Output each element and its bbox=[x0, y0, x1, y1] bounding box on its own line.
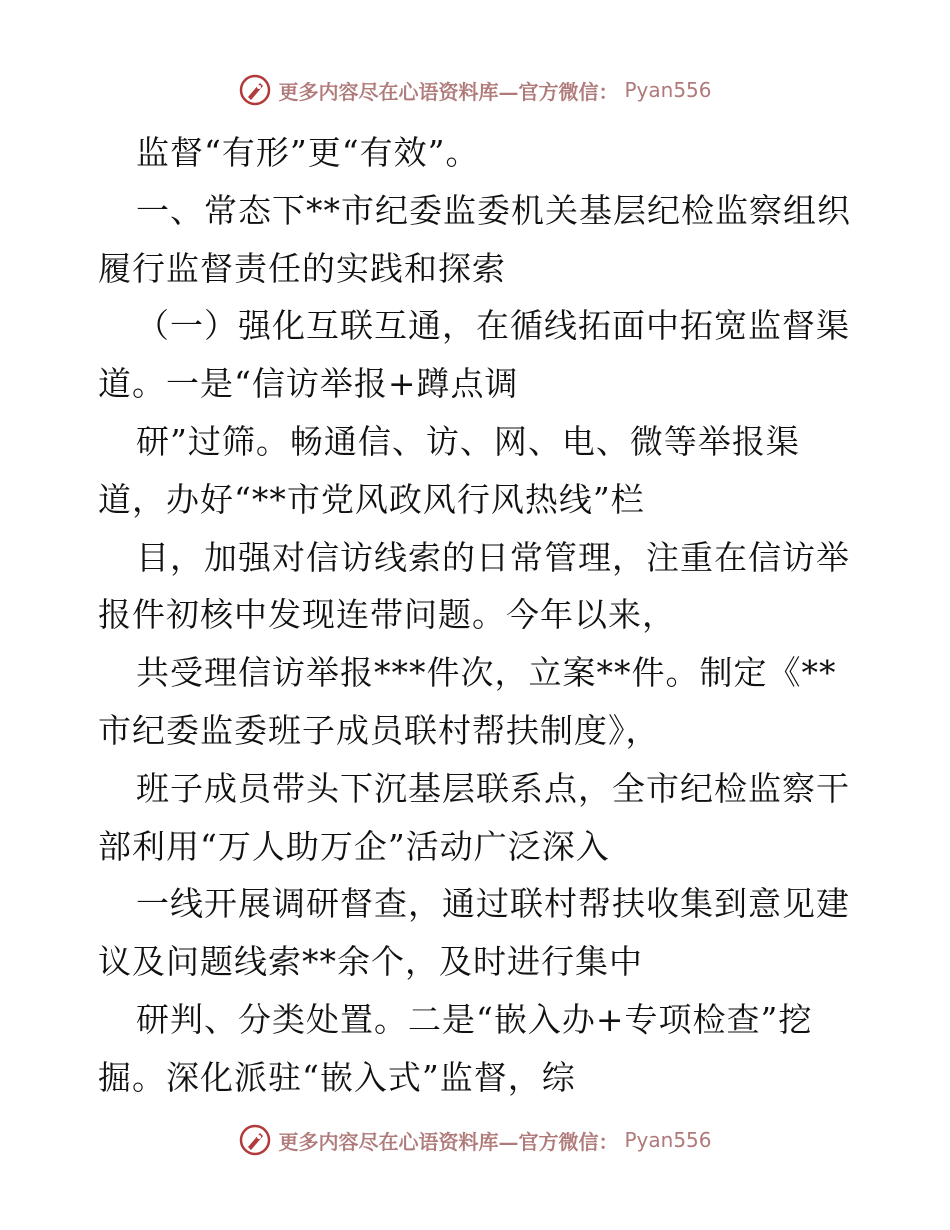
text-line: 市纪委监委班子成员联村帮扶制度》， bbox=[98, 710, 660, 750]
text-line: 道，办好“**市党风政风行风热线”栏 bbox=[98, 479, 645, 519]
text-line: 研判、分类处置。二是“嵌入办+专项检查”挖 bbox=[136, 999, 813, 1039]
text-line: 共受理信访举报***件次，立案**件。制定《** bbox=[136, 653, 837, 693]
text-line: 报件初核中发现连带问题。今年以来， bbox=[98, 595, 676, 635]
text-line: 议及问题线索**余个，及时进行集中 bbox=[98, 942, 643, 982]
text-line: 监督“有形”更“有效”。 bbox=[136, 133, 480, 172]
text-line: （一）强化互联互通，在循线拓面中拓宽监督渠 bbox=[136, 306, 850, 346]
text-line: 班子成员带头下沉基层联系点，全市纪检监察干 bbox=[136, 768, 850, 808]
text-line: 道。一是“信访举报+蹲点调 bbox=[98, 364, 519, 404]
text-line: 目，加强对信访线索的日常管理，注重在信访举 bbox=[136, 537, 850, 577]
pen-nib-circle-icon bbox=[238, 1123, 272, 1157]
text-line: 一、常态下**市纪委监委机关基层纪检监察组织 bbox=[136, 190, 851, 230]
text-line: 一线开展调研督查，通过联村帮扶收集到意见建 bbox=[136, 884, 850, 924]
text-line: 研”过筛。畅通信、访、网、电、微等举报渠 bbox=[136, 421, 800, 461]
document-body bbox=[98, 124, 858, 1107]
watermark-handle: Pyan556 bbox=[624, 1128, 712, 1152]
watermark-text: 更多内容尽在心语资料库—官方微信： bbox=[278, 79, 619, 104]
watermark-top bbox=[0, 70, 950, 110]
pen-nib-circle-icon bbox=[238, 73, 272, 107]
watermark-text: 更多内容尽在心语资料库—官方微信： bbox=[278, 1129, 619, 1154]
watermark-handle: Pyan556 bbox=[624, 78, 712, 102]
text-line: 掘。深化派驻“嵌入式”监督，综 bbox=[98, 1057, 576, 1097]
text-line: 履行监督责任的实践和探索 bbox=[98, 248, 506, 288]
text-line: 部利用“万人助万企”活动广泛深入 bbox=[98, 826, 610, 866]
watermark-bottom bbox=[0, 1120, 950, 1160]
